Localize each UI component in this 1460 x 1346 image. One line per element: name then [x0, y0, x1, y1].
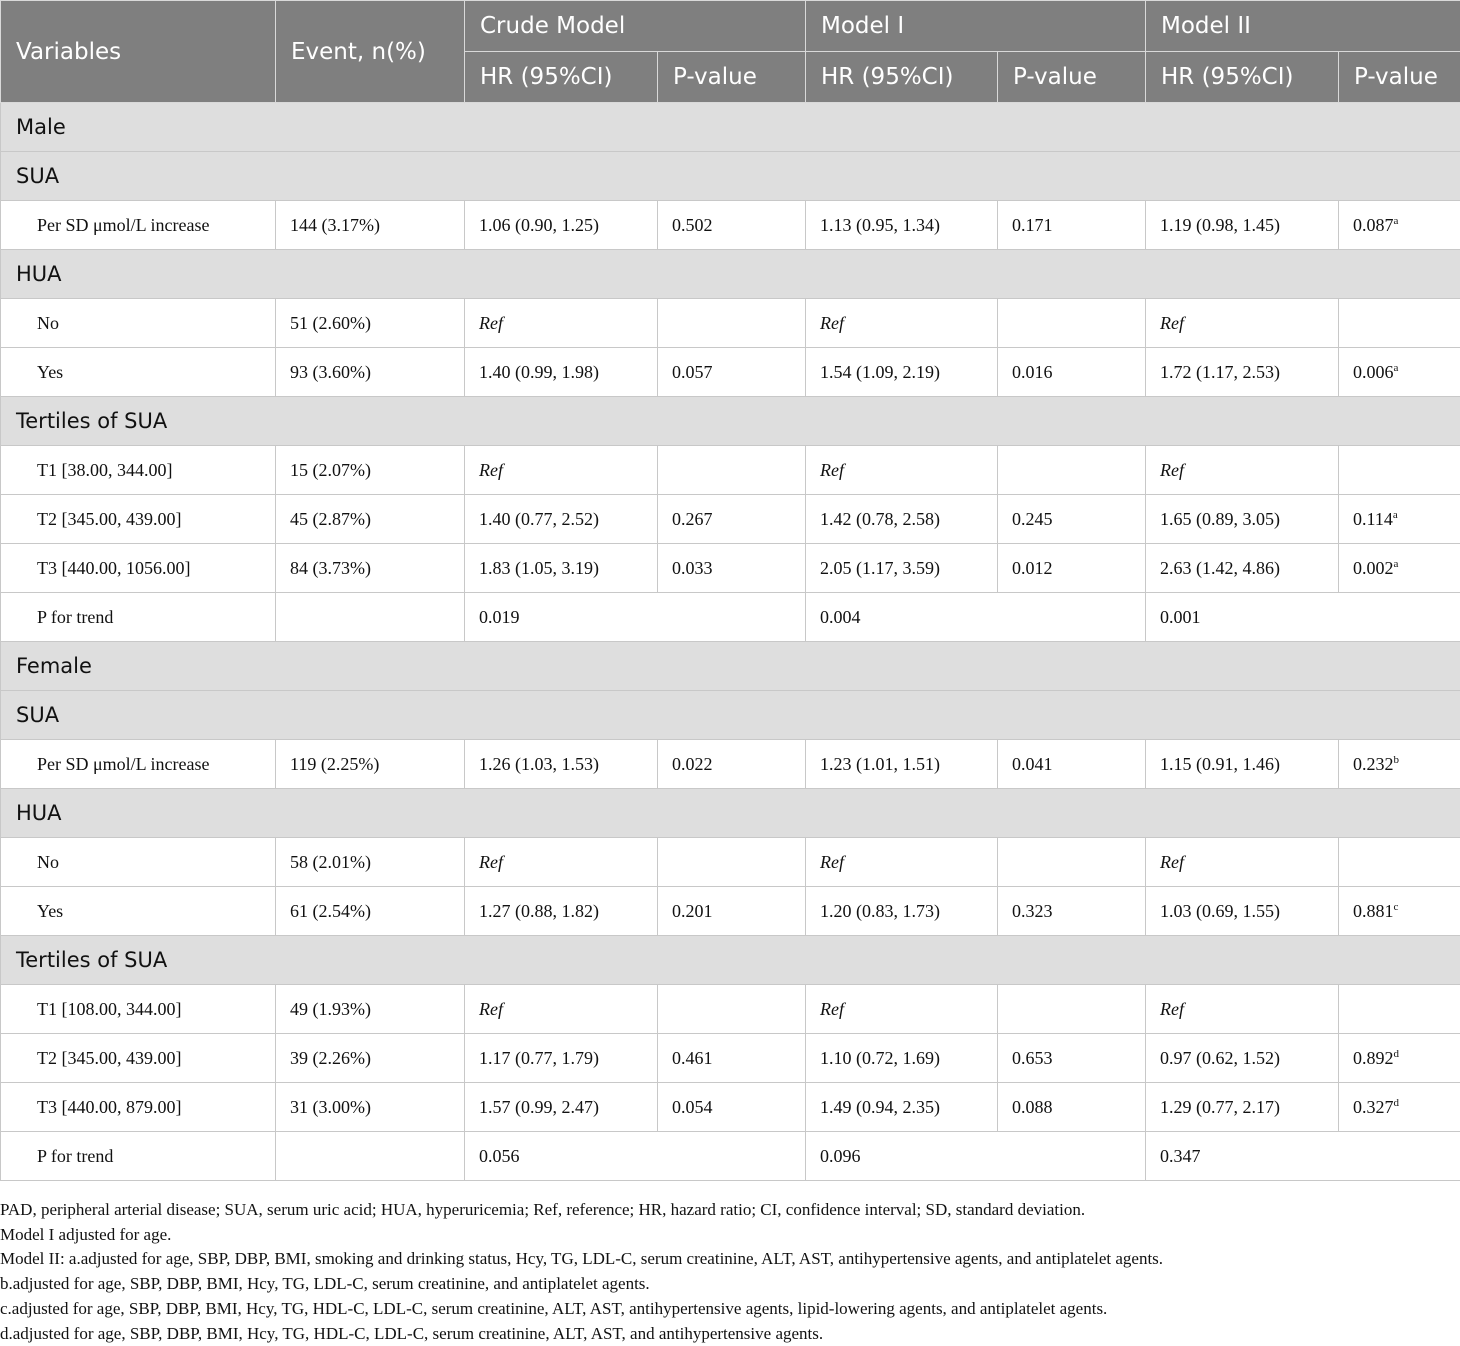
- m2-hr-cell-text: 0.97 (0.62, 1.52): [1160, 1047, 1280, 1068]
- table-row: [1, 495, 1460, 544]
- variable-cell-text: Yes: [37, 900, 64, 921]
- m2-hr-cell: [1146, 201, 1339, 250]
- variable-cell-text: No: [37, 851, 59, 872]
- male-tertiles-group-row: [1, 397, 1460, 446]
- trend-event-cell: [276, 593, 465, 642]
- event-cell-text: 58 (2.01%): [290, 851, 371, 872]
- trend-m1-cell: [806, 593, 1146, 642]
- table-row: [1, 201, 1460, 250]
- event-cell: [276, 446, 465, 495]
- m2-p-cell-text: 0.087: [1353, 214, 1394, 235]
- m2-hr-cell-text: 1.72 (1.17, 2.53): [1160, 361, 1280, 382]
- variable-cell: [1, 495, 276, 544]
- trend-crude-cell-text: 0.056: [479, 1145, 520, 1166]
- variable-cell: [1, 299, 276, 348]
- trend-event-cell: [276, 1132, 465, 1181]
- m1-p-cell: [998, 495, 1146, 544]
- m1-hr-cell-text: 1.13 (0.95, 1.34): [820, 214, 940, 235]
- m1-hr-cell: [806, 446, 998, 495]
- trend-crude-cell: [465, 593, 806, 642]
- crude-hr-cell: [465, 201, 658, 250]
- crude-p-cell: [658, 740, 806, 789]
- crude-hr-cell: [465, 985, 658, 1034]
- header-m1-hr: HR (95%CI): [806, 52, 998, 103]
- table-row: [1, 446, 1460, 495]
- table-row: [1, 1034, 1460, 1083]
- crude-p-cell: [658, 201, 806, 250]
- table-row: [1, 1083, 1460, 1132]
- table-row: [1, 985, 1460, 1034]
- variable-cell-text: T3 [440.00, 1056.00]: [37, 557, 191, 578]
- m1-hr-cell-text: Ref: [820, 459, 844, 480]
- crude-hr-cell-text: 1.40 (0.99, 1.98): [479, 361, 599, 382]
- table-body: [1, 103, 1460, 1181]
- m1-hr-cell-text: 1.20 (0.83, 1.73): [820, 900, 940, 921]
- crude-p-cell-text: 0.057: [672, 361, 713, 382]
- footnote-marker: a: [1393, 214, 1399, 227]
- m2-p-cell: [1339, 446, 1460, 495]
- crude-hr-cell: [465, 838, 658, 887]
- event-cell: [276, 201, 465, 250]
- event-cell: [276, 887, 465, 936]
- footnote-marker: b: [1393, 753, 1399, 766]
- trend-row: [1, 593, 1460, 642]
- variable-cell: [1, 201, 276, 250]
- header-event: Event, n(%): [276, 1, 465, 103]
- m1-hr-cell: [806, 740, 998, 789]
- m1-hr-cell: [806, 887, 998, 936]
- variable-cell-text: Per SD μmol/L increase: [37, 753, 210, 774]
- crude-hr-cell: [465, 544, 658, 593]
- m1-p-cell: [998, 740, 1146, 789]
- m1-hr-cell-text: 1.54 (1.09, 2.19): [820, 361, 940, 382]
- event-cell-text: 144 (3.17%): [290, 214, 380, 235]
- crude-hr-cell-text: 1.27 (0.88, 1.82): [479, 900, 599, 921]
- m1-p-cell-text: 0.653: [1012, 1047, 1053, 1068]
- event-cell: [276, 348, 465, 397]
- variable-cell-text: Yes: [37, 361, 64, 382]
- m1-hr-cell: [806, 544, 998, 593]
- crude-p-cell: [658, 838, 806, 887]
- m2-p-cell-text: 0.327: [1353, 1096, 1394, 1117]
- table-footnotes: [0, 1198, 1163, 1346]
- variable-cell-text: Per SD μmol/L increase: [37, 214, 210, 235]
- footnote-marker: c: [1393, 900, 1399, 913]
- variable-cell-text: T2 [345.00, 439.00]: [37, 1047, 182, 1068]
- m1-p-cell: [998, 201, 1146, 250]
- trend-row: [1, 1132, 1460, 1181]
- m1-p-cell: [998, 1034, 1146, 1083]
- table-row: [1, 740, 1460, 789]
- table-row: [1, 838, 1460, 887]
- m2-hr-cell-text: Ref: [1160, 998, 1184, 1019]
- crude-p-cell-text: 0.054: [672, 1096, 713, 1117]
- crude-hr-cell: [465, 1083, 658, 1132]
- variable-cell: [1, 1034, 276, 1083]
- m2-hr-cell-text: 1.03 (0.69, 1.55): [1160, 900, 1280, 921]
- trend-m1-cell-text: 0.096: [820, 1145, 861, 1166]
- m2-p-cell-text: 0.881: [1353, 900, 1394, 921]
- m2-p-cell: [1339, 299, 1460, 348]
- variable-cell: [1, 1083, 276, 1132]
- m1-hr-cell-text: 1.10 (0.72, 1.69): [820, 1047, 940, 1068]
- header-variables: Variables: [1, 1, 276, 103]
- crude-hr-cell-text: 1.06 (0.90, 1.25): [479, 214, 599, 235]
- m2-hr-cell-text: 1.19 (0.98, 1.45): [1160, 214, 1280, 235]
- crude-hr-cell-text: 1.17 (0.77, 1.79): [479, 1047, 599, 1068]
- event-cell-text: 93 (3.60%): [290, 361, 371, 382]
- crude-hr-cell: [465, 1034, 658, 1083]
- m1-p-cell: [998, 1083, 1146, 1132]
- m1-p-cell: [998, 446, 1146, 495]
- m1-hr-cell-text: 2.05 (1.17, 3.59): [820, 557, 940, 578]
- m2-p-cell: [1339, 1083, 1460, 1132]
- m1-p-cell: [998, 887, 1146, 936]
- crude-p-cell-text: 0.267: [672, 508, 713, 529]
- m2-hr-cell: [1146, 544, 1339, 593]
- m1-p-cell-text: 0.012: [1012, 557, 1053, 578]
- m1-hr-cell-text: Ref: [820, 998, 844, 1019]
- crude-hr-cell-text: 1.57 (0.99, 2.47): [479, 1096, 599, 1117]
- m2-p-cell: [1339, 495, 1460, 544]
- m1-p-cell-text: 0.041: [1012, 753, 1053, 774]
- m1-hr-cell: [806, 985, 998, 1034]
- m1-hr-cell: [806, 838, 998, 887]
- m1-p-cell: [998, 348, 1146, 397]
- footnote-marker: d: [1393, 1047, 1399, 1060]
- trend-label-cell-text: P for trend: [37, 606, 114, 627]
- header-crude-hr: HR (95%CI): [465, 52, 658, 103]
- event-cell: [276, 495, 465, 544]
- crude-p-cell: [658, 887, 806, 936]
- header-crude-model: Crude Model: [465, 1, 806, 52]
- crude-hr-cell: [465, 887, 658, 936]
- trend-label-cell: [1, 1132, 276, 1181]
- m1-p-cell-text: 0.245: [1012, 508, 1053, 529]
- m2-hr-cell-text: 1.29 (0.77, 2.17): [1160, 1096, 1280, 1117]
- variable-cell: [1, 348, 276, 397]
- m1-hr-cell: [806, 348, 998, 397]
- m2-hr-cell: [1146, 348, 1339, 397]
- variable-cell: [1, 887, 276, 936]
- header-m2-p: P-value: [1339, 52, 1460, 103]
- m1-hr-cell: [806, 1034, 998, 1083]
- footnote-marker: a: [1393, 557, 1399, 570]
- event-cell: [276, 838, 465, 887]
- event-cell: [276, 1034, 465, 1083]
- header-model-i: Model I: [806, 1, 1146, 52]
- section-label: Female: [1, 642, 1460, 691]
- section-label: Male: [1, 103, 1460, 152]
- m1-p-cell-text: 0.323: [1012, 900, 1053, 921]
- m2-p-cell: [1339, 985, 1460, 1034]
- header-m2-hr: HR (95%CI): [1146, 52, 1339, 103]
- m2-hr-cell-text: 1.65 (0.89, 3.05): [1160, 508, 1280, 529]
- event-cell-text: 61 (2.54%): [290, 900, 371, 921]
- footnote-line: Model II: a.adjusted for age, SBP, DBP, BMI, smoking and drinking status, Hcy, TG, LDL-C, serum creatinine, ALT, AST, antihypertensive agents, and antiplatelet agents.: [0, 1249, 1164, 1269]
- trend-label-cell-text: P for trend: [37, 1145, 114, 1166]
- m1-hr-cell-text: 1.23 (1.01, 1.51): [820, 753, 940, 774]
- event-cell-text: 119 (2.25%): [290, 753, 380, 774]
- trend-m1-cell-text: 0.004: [820, 606, 861, 627]
- table-row: [1, 887, 1460, 936]
- m2-hr-cell: [1146, 1083, 1339, 1132]
- m1-hr-cell-text: 1.42 (0.78, 2.58): [820, 508, 940, 529]
- m1-hr-cell: [806, 495, 998, 544]
- m2-hr-cell: [1146, 985, 1339, 1034]
- crude-hr-cell-text: Ref: [479, 851, 503, 872]
- m1-p-cell: [998, 838, 1146, 887]
- m1-p-cell: [998, 299, 1146, 348]
- female-hua-group-row: [1, 789, 1460, 838]
- m1-p-cell-text: 0.171: [1012, 214, 1053, 235]
- event-cell-text: 31 (3.00%): [290, 1096, 371, 1117]
- footnote-line: Model I adjusted for age.: [0, 1224, 172, 1244]
- m2-p-cell-text: 0.002: [1353, 557, 1394, 578]
- event-cell-text: 15 (2.07%): [290, 459, 371, 480]
- m1-p-cell: [998, 544, 1146, 593]
- section-label: HUA: [1, 250, 1460, 299]
- crude-hr-cell-text: Ref: [479, 312, 503, 333]
- m2-p-cell-text: 0.006: [1353, 361, 1394, 382]
- crude-hr-cell-text: Ref: [479, 459, 503, 480]
- variable-cell: [1, 544, 276, 593]
- variable-cell: [1, 838, 276, 887]
- m2-hr-cell-text: 1.15 (0.91, 1.46): [1160, 753, 1280, 774]
- m1-hr-cell-text: Ref: [820, 851, 844, 872]
- footnote-marker: a: [1393, 361, 1399, 374]
- crude-p-cell: [658, 495, 806, 544]
- crude-p-cell-text: 0.033: [672, 557, 713, 578]
- crude-p-cell: [658, 348, 806, 397]
- crude-hr-cell: [465, 495, 658, 544]
- variable-cell-text: T1 [108.00, 344.00]: [37, 998, 182, 1019]
- m2-p-cell: [1339, 887, 1460, 936]
- crude-hr-cell-text: Ref: [479, 998, 503, 1019]
- female-sua-group-row: [1, 691, 1460, 740]
- male-sua-group-row: [1, 152, 1460, 201]
- crude-p-cell-text: 0.022: [672, 753, 713, 774]
- trend-crude-cell: [465, 1132, 806, 1181]
- crude-p-cell-text: 0.461: [672, 1047, 713, 1068]
- m1-hr-cell: [806, 1083, 998, 1132]
- event-cell-text: 39 (2.26%): [290, 1047, 371, 1068]
- m2-p-cell: [1339, 740, 1460, 789]
- section-label: Tertiles of SUA: [1, 936, 1460, 985]
- crude-hr-cell: [465, 299, 658, 348]
- m1-p-cell: [998, 985, 1146, 1034]
- m2-p-cell: [1339, 838, 1460, 887]
- m2-p-cell-text: 0.114: [1353, 508, 1393, 529]
- m2-p-cell-text: 0.232: [1353, 753, 1394, 774]
- crude-p-cell: [658, 1083, 806, 1132]
- variable-cell: [1, 985, 276, 1034]
- m1-hr-cell: [806, 201, 998, 250]
- male-section-row: [1, 103, 1460, 152]
- variable-cell-text: No: [37, 312, 59, 333]
- m1-hr-cell-text: 1.49 (0.94, 2.35): [820, 1096, 940, 1117]
- event-cell-text: 51 (2.60%): [290, 312, 371, 333]
- footnote-line: b.adjusted for age, SBP, DBP, BMI, Hcy, TG, LDL-C, serum creatinine, and antiplatelet agents.: [0, 1274, 650, 1294]
- trend-m2-cell: [1146, 1132, 1460, 1181]
- m2-p-cell: [1339, 201, 1460, 250]
- trend-crude-cell-text: 0.019: [479, 606, 520, 627]
- crude-hr-cell: [465, 740, 658, 789]
- m2-p-cell: [1339, 1034, 1460, 1083]
- event-cell: [276, 299, 465, 348]
- variable-cell: [1, 446, 276, 495]
- table-header: [1, 1, 1460, 103]
- m2-hr-cell: [1146, 299, 1339, 348]
- footnote-marker: a: [1392, 508, 1398, 521]
- event-cell: [276, 740, 465, 789]
- m2-hr-cell-text: Ref: [1160, 312, 1184, 333]
- event-cell-text: 45 (2.87%): [290, 508, 371, 529]
- event-cell: [276, 985, 465, 1034]
- male-hua-group-row: [1, 250, 1460, 299]
- header-crude-p: P-value: [658, 52, 806, 103]
- m1-hr-cell: [806, 299, 998, 348]
- section-label: Tertiles of SUA: [1, 397, 1460, 446]
- event-cell-text: 84 (3.73%): [290, 557, 371, 578]
- section-label: SUA: [1, 691, 1460, 740]
- trend-m1-cell: [806, 1132, 1146, 1181]
- m2-hr-cell-text: 2.63 (1.42, 4.86): [1160, 557, 1280, 578]
- trend-m2-cell: [1146, 593, 1460, 642]
- header-model-ii: Model II: [1146, 1, 1460, 52]
- m1-p-cell-text: 0.016: [1012, 361, 1053, 382]
- footnote-marker: d: [1393, 1096, 1399, 1109]
- table-row: [1, 544, 1460, 593]
- m2-hr-cell: [1146, 1034, 1339, 1083]
- crude-p-cell-text: 0.201: [672, 900, 713, 921]
- variable-cell-text: T3 [440.00, 879.00]: [37, 1096, 182, 1117]
- table-row: [1, 348, 1460, 397]
- crude-hr-cell-text: 1.83 (1.05, 3.19): [479, 557, 599, 578]
- m2-hr-cell: [1146, 740, 1339, 789]
- m2-hr-cell-text: Ref: [1160, 459, 1184, 480]
- crude-p-cell: [658, 299, 806, 348]
- event-cell: [276, 1083, 465, 1132]
- crude-hr-cell: [465, 348, 658, 397]
- m1-hr-cell-text: Ref: [820, 312, 844, 333]
- section-label: HUA: [1, 789, 1460, 838]
- m2-p-cell: [1339, 544, 1460, 593]
- footnote-line: d.adjusted for age, SBP, DBP, BMI, Hcy, TG, HDL-C, LDL-C, serum creatinine, ALT, AST, and antihypertensive agents.: [0, 1323, 824, 1343]
- crude-hr-cell-text: 1.40 (0.77, 2.52): [479, 508, 599, 529]
- female-section-row: [1, 642, 1460, 691]
- crude-hr-cell: [465, 446, 658, 495]
- section-label: SUA: [1, 152, 1460, 201]
- footnote-line: PAD, peripheral arterial disease; SUA, serum uric acid; HUA, hyperuricemia; Ref, reference; HR, hazard ratio; CI, confidence interval; SD, standard deviation.: [0, 1200, 1086, 1219]
- m2-hr-cell-text: Ref: [1160, 851, 1184, 872]
- crude-p-cell: [658, 544, 806, 593]
- m2-hr-cell: [1146, 495, 1339, 544]
- event-cell-text: 49 (1.93%): [290, 998, 371, 1019]
- header-m1-p: P-value: [998, 52, 1146, 103]
- trend-label-cell: [1, 593, 276, 642]
- table-row: [1, 299, 1460, 348]
- event-cell: [276, 544, 465, 593]
- variable-cell: [1, 740, 276, 789]
- crude-p-cell: [658, 446, 806, 495]
- m2-hr-cell: [1146, 838, 1339, 887]
- variable-cell-text: T2 [345.00, 439.00]: [37, 508, 182, 529]
- m2-hr-cell: [1146, 446, 1339, 495]
- crude-p-cell: [658, 1034, 806, 1083]
- crude-p-cell-text: 0.502: [672, 214, 713, 235]
- m1-p-cell-text: 0.088: [1012, 1096, 1053, 1117]
- female-tertiles-group-row: [1, 936, 1460, 985]
- trend-m2-cell-text: 0.001: [1160, 606, 1201, 627]
- trend-m2-cell-text: 0.347: [1160, 1145, 1201, 1166]
- m2-hr-cell: [1146, 887, 1339, 936]
- m2-p-cell: [1339, 348, 1460, 397]
- variable-cell-text: T1 [38.00, 344.00]: [37, 459, 173, 480]
- crude-p-cell: [658, 985, 806, 1034]
- footnote-line: c.adjusted for age, SBP, DBP, BMI, Hcy, TG, HDL-C, LDL-C, serum creatinine, ALT, AST, antihypertensive agents, lipid-lowering agents, and antiplatelet agents.: [0, 1298, 1108, 1318]
- crude-hr-cell-text: 1.26 (1.03, 1.53): [479, 753, 599, 774]
- m2-p-cell-text: 0.892: [1353, 1047, 1394, 1068]
